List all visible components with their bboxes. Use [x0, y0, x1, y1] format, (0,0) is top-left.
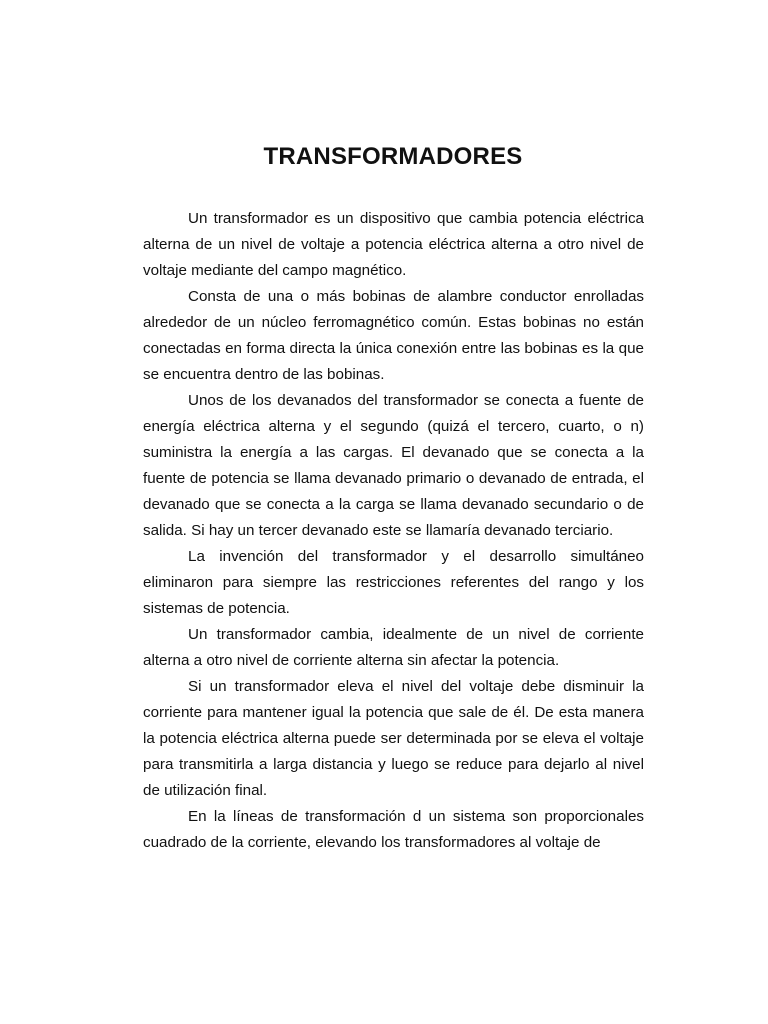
- document-body: [143, 206, 644, 856]
- paragraph: Un transformador es un dispositivo que cambia potencia eléctrica alterna de un nivel de voltaje a potencia eléctrica alterna a otro nivel de voltaje mediante del campo magnético.: [143, 210, 644, 279]
- paragraph: Consta de una o más bobinas de alambre conductor enrolladas alrededor de un núcleo ferromagnético común. Estas bobinas no están conectadas en forma directa la única conexión entre las bobinas es la que se encuentra dentro de las bobinas.: [143, 288, 644, 383]
- paragraph: La invención del transformador y el desarrollo simultáneo eliminaron para siempre las restricciones referentes del rango y los sistemas de potencia.: [143, 548, 644, 617]
- paragraph: En la líneas de transformación d un sistema son proporcionales cuadrado de la corriente, elevando los transformadores al voltaje de: [143, 808, 644, 851]
- paragraph: Si un transformador eleva el nivel del voltaje debe disminuir la corriente para mantener igual la potencia que sale de él. De esta manera la potencia eléctrica alterna puede ser determinada por se eleva el voltaje para transmitirla a larga distancia y luego se reduce para dejarlo al nivel de utilización final.: [143, 678, 644, 799]
- paragraph: Unos de los devanados del transformador se conecta a fuente de energía eléctrica alterna y el segundo (quizá el tercero, cuarto, o n) suministra la energía a las cargas. El devanado que se conecta a la fuente de potencia se llama devanado primario o devanado de entrada, el devanado que se conecta a la carga se llama devanado secundario o de salida. Si hay un tercer devanado este se llamaría devanado terciario.: [143, 392, 644, 539]
- document-title: TRANSFORMADORES: [263, 143, 523, 170]
- paragraph: Un transformador cambia, idealmente de un nivel de corriente alterna a otro nivel de corriente alterna sin afectar la potencia.: [143, 626, 644, 669]
